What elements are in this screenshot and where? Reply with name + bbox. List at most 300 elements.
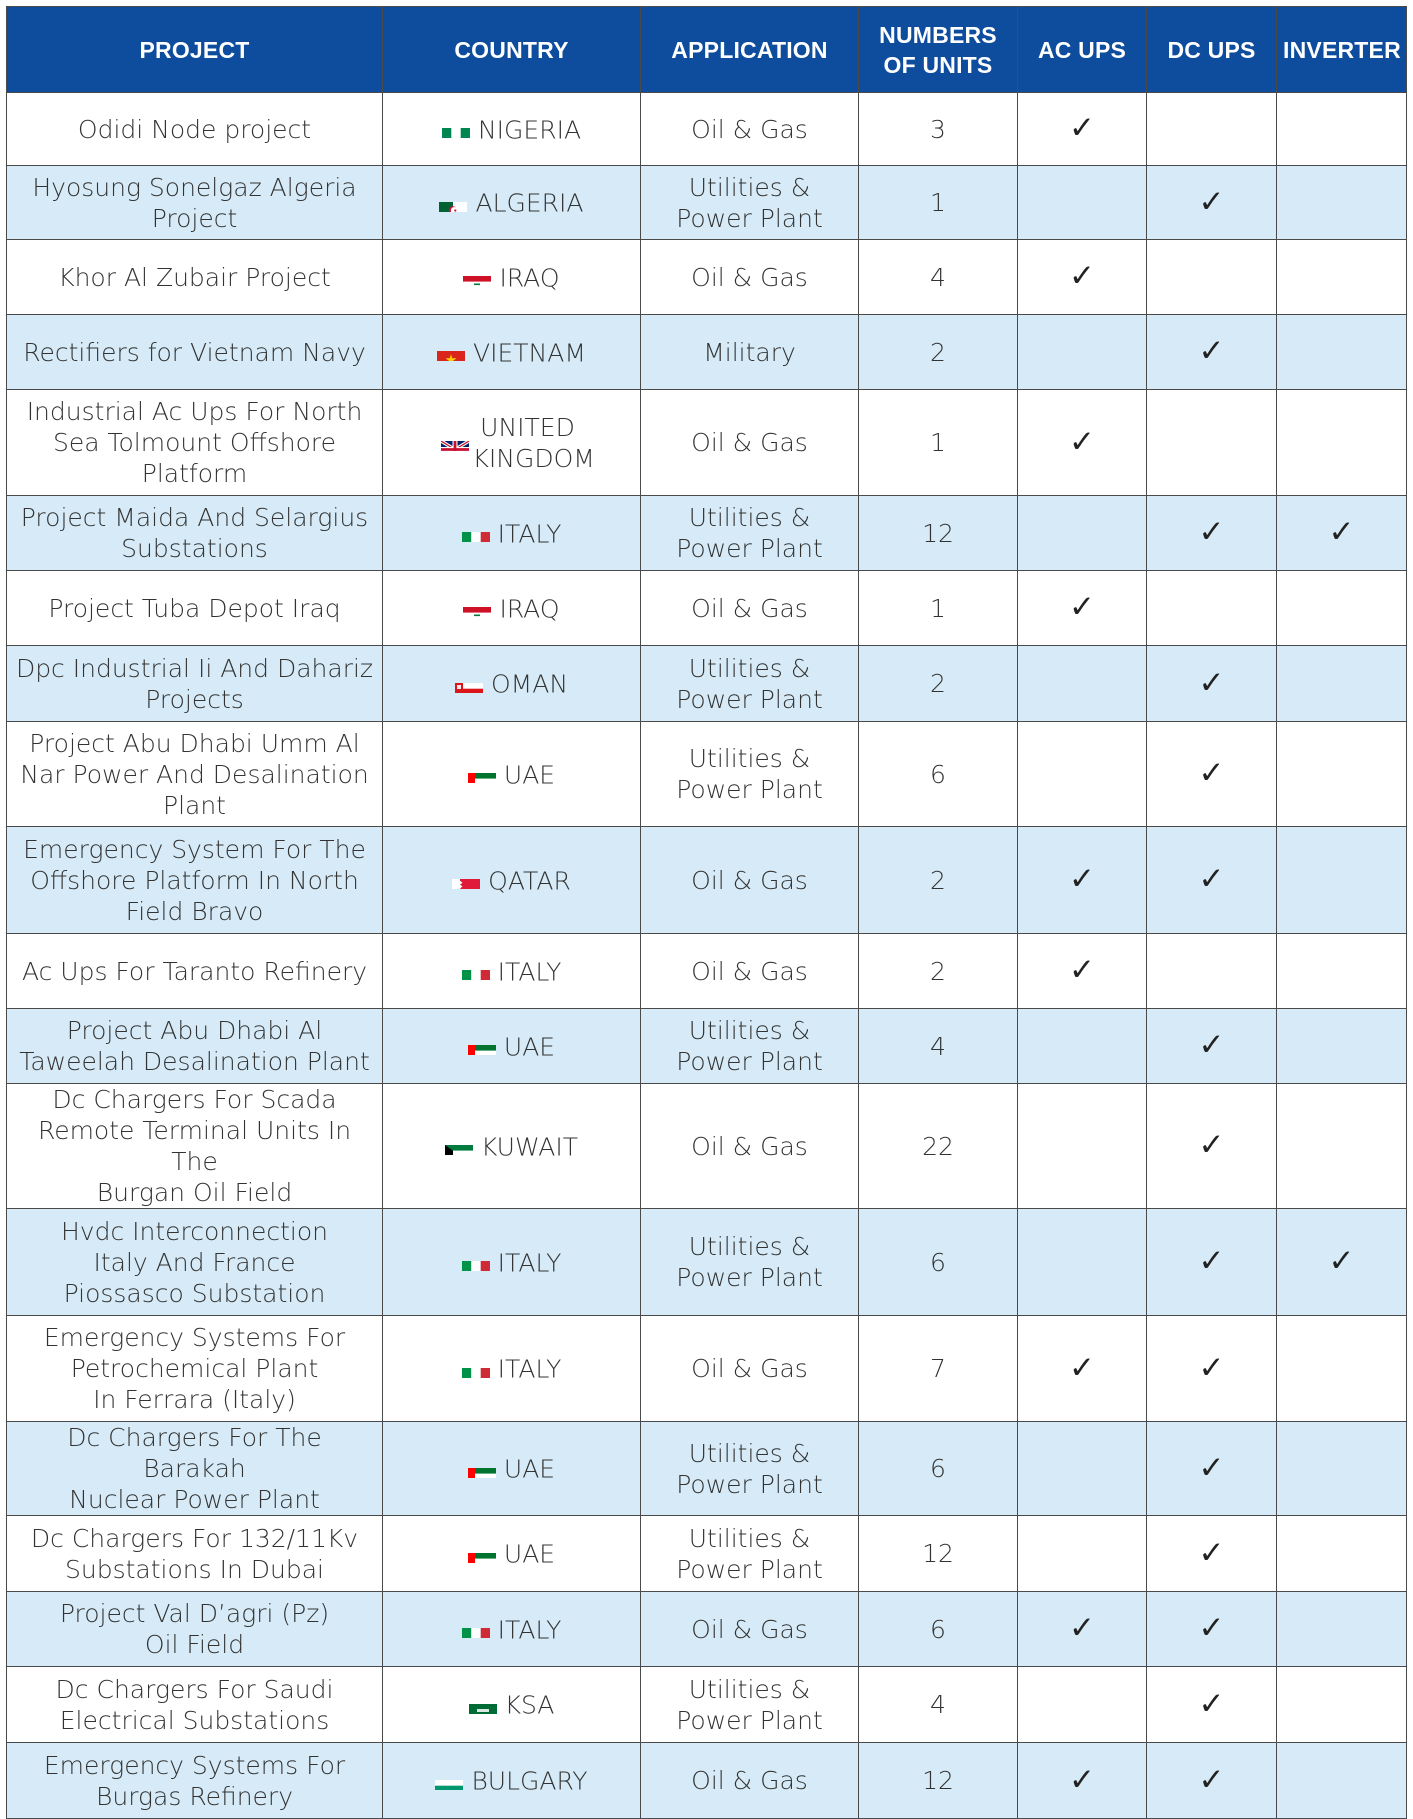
project-name-line: Dpc Industrial Ii And Dahariz — [15, 653, 374, 683]
cell-application — [641, 1316, 859, 1422]
cell-inverter — [1277, 1667, 1407, 1743]
ksa-flag-icon — [469, 1697, 497, 1714]
country-name: IRAQ — [499, 594, 560, 624]
cell-ac-ups — [1018, 1743, 1147, 1819]
cell-country — [383, 827, 641, 934]
country-name: UAE — [503, 760, 556, 790]
table-row — [7, 240, 1407, 315]
country-name: ITALY — [497, 1615, 562, 1645]
country-name: ITALY — [497, 1354, 562, 1384]
cell-inverter — [1277, 646, 1407, 722]
checkmark-icon: ✓ — [1198, 1349, 1225, 1386]
projects-table-container — [6, 6, 1406, 1819]
checkmark-icon: ✓ — [1069, 861, 1095, 897]
application-line: Oil & Gas — [691, 1766, 808, 1795]
cell-dc-ups — [1147, 934, 1277, 1009]
cell-inverter — [1277, 315, 1407, 390]
application-line: Utilities & — [688, 1438, 811, 1468]
cell-inverter — [1277, 166, 1407, 240]
checkmark-icon: ✓ — [1198, 514, 1225, 550]
cell-country — [383, 1743, 641, 1819]
header-project: PROJECT — [7, 7, 383, 93]
checkmark-icon: ✓ — [1198, 1610, 1225, 1646]
application-line: Power Plant — [676, 775, 823, 804]
italy-flag-icon — [462, 1254, 490, 1271]
checkmark-icon: ✓ — [1198, 861, 1225, 897]
cell-project — [7, 1422, 383, 1516]
cell-number-of-units: 6 — [859, 722, 1018, 827]
project-name-line: Oil Field — [144, 1630, 245, 1659]
cell-dc-ups — [1147, 1084, 1277, 1209]
country-name: ITALY — [497, 519, 562, 549]
header-number-of-units — [859, 7, 1018, 93]
project-name-line: Ac Ups For Taranto Refinery — [21, 956, 368, 986]
table-row — [7, 1084, 1407, 1209]
bulgaria-flag-icon — [435, 1773, 463, 1790]
cell-number-of-units: 12 — [859, 1516, 1018, 1592]
cell-inverter — [1277, 1084, 1407, 1209]
project-name-line: Dc Chargers For The Barakah — [67, 1423, 322, 1483]
cell-ac-ups — [1018, 1516, 1147, 1592]
cell-dc-ups — [1147, 166, 1277, 240]
project-name-line: In Ferrara (Italy) — [93, 1385, 296, 1414]
checkmark-icon: ✓ — [1198, 1027, 1225, 1063]
project-name-line: Italy And France — [93, 1247, 296, 1277]
application-line: Oil & Gas — [691, 865, 808, 895]
cell-application — [641, 496, 859, 571]
checkmark-icon: ✓ — [1069, 952, 1095, 988]
project-name-line: Burgan Oil Field — [96, 1178, 293, 1207]
cell-country — [383, 722, 641, 827]
country-name: ITALY — [497, 957, 562, 987]
table-row — [7, 166, 1407, 240]
cell-application — [641, 1084, 859, 1209]
cell-number-of-units: 2 — [859, 315, 1018, 390]
project-name-line: Dc Chargers For Scada — [52, 1085, 337, 1114]
cell-dc-ups — [1147, 240, 1277, 315]
project-name-line: Electrical Substations — [59, 1705, 330, 1735]
project-name-line: Offshore Platform In North — [30, 865, 359, 895]
cell-ac-ups — [1018, 93, 1147, 166]
uae-flag-icon — [468, 1461, 496, 1478]
cell-dc-ups — [1147, 1592, 1277, 1667]
cell-application — [641, 646, 859, 722]
application-line: Oil & Gas — [691, 1354, 808, 1383]
vietnam-flag-icon — [437, 344, 465, 361]
application-line: Utilities & — [688, 1523, 811, 1553]
checkmark-icon: ✓ — [1198, 1534, 1225, 1571]
project-name-line: Hyosung Sonelgaz Algeria — [32, 172, 357, 202]
cell-inverter — [1277, 1743, 1407, 1819]
cell-number-of-units: 2 — [859, 827, 1018, 934]
checkmark-icon: ✓ — [1328, 1243, 1355, 1279]
cell-inverter — [1277, 1422, 1407, 1516]
application-line: Oil & Gas — [691, 1131, 808, 1161]
project-name-line: Taweelah Desalination Plant — [19, 1047, 370, 1076]
cell-ac-ups — [1018, 1009, 1147, 1084]
project-name-line: Emergency System For The — [23, 834, 366, 864]
italy-flag-icon — [462, 963, 490, 980]
project-name-line: Dc Chargers For 132/11Kv — [30, 1523, 359, 1553]
cell-inverter — [1277, 571, 1407, 646]
application-line: Oil & Gas — [691, 1614, 808, 1644]
cell-dc-ups — [1147, 315, 1277, 390]
cell-inverter — [1277, 390, 1407, 496]
cell-ac-ups — [1018, 496, 1147, 571]
application-line: Power Plant — [676, 1554, 823, 1584]
table-row — [7, 93, 1407, 166]
application-line: Oil & Gas — [691, 114, 808, 144]
checkmark-icon: ✓ — [1069, 1349, 1095, 1386]
checkmark-icon: ✓ — [1198, 664, 1225, 701]
cell-application — [641, 1009, 859, 1084]
application-line: Power Plant — [676, 1047, 823, 1076]
cell-ac-ups — [1018, 1209, 1147, 1316]
cell-country — [383, 934, 641, 1009]
cell-dc-ups — [1147, 827, 1277, 934]
table-row — [7, 1316, 1407, 1422]
country-name: ITALY — [497, 1248, 562, 1278]
header-dc-ups: DC UPS — [1147, 7, 1277, 93]
uae-flag-icon — [468, 1038, 496, 1055]
cell-number-of-units: 22 — [859, 1084, 1018, 1209]
project-name-line: Rectifiers for Vietnam Navy — [23, 337, 366, 367]
cell-project — [7, 496, 383, 571]
country-name: ALGERIA — [475, 188, 584, 218]
application-line: Power Plant — [676, 1469, 823, 1499]
project-name-line: Nuclear Power Plant — [69, 1485, 320, 1514]
cell-number-of-units: 6 — [859, 1592, 1018, 1667]
table-row — [7, 390, 1407, 496]
cell-project — [7, 1592, 383, 1667]
application-line: Oil & Gas — [691, 593, 808, 623]
checkmark-icon: ✓ — [1069, 423, 1095, 460]
cell-project — [7, 1209, 383, 1316]
cell-ac-ups — [1018, 827, 1147, 934]
italy-flag-icon — [462, 525, 490, 542]
table-row — [7, 496, 1407, 571]
table-row — [7, 315, 1407, 390]
cell-ac-ups — [1018, 571, 1147, 646]
application-line: Utilities & — [688, 1232, 811, 1261]
project-name-line: Field Bravo — [125, 896, 264, 926]
cell-application — [641, 240, 859, 315]
cell-ac-ups — [1018, 1316, 1147, 1422]
table-row — [7, 1009, 1407, 1084]
italy-flag-icon — [462, 1621, 490, 1638]
iraq-flag-icon — [463, 600, 491, 617]
project-name-line: Petrochemical Plant — [70, 1354, 319, 1383]
checkmark-icon: ✓ — [1198, 1127, 1225, 1163]
cell-ac-ups — [1018, 934, 1147, 1009]
cell-project — [7, 934, 383, 1009]
country-name: OMAN — [490, 669, 569, 699]
project-name-line: Khor Al Zubair Project — [58, 262, 331, 292]
cell-country — [383, 166, 641, 240]
cell-application — [641, 1592, 859, 1667]
checkmark-icon: ✓ — [1069, 258, 1095, 294]
application-line: Military — [703, 337, 796, 367]
checkmark-icon: ✓ — [1198, 1761, 1225, 1798]
cell-number-of-units: 4 — [859, 240, 1018, 315]
table-row — [7, 1516, 1407, 1592]
cell-number-of-units: 2 — [859, 934, 1018, 1009]
application-line: Utilities & — [688, 1674, 811, 1704]
cell-ac-ups — [1018, 166, 1147, 240]
cell-country — [383, 315, 641, 390]
project-name-line: Project — [151, 203, 238, 233]
cell-inverter — [1277, 934, 1407, 1009]
cell-ac-ups — [1018, 1592, 1147, 1667]
checkmark-icon: ✓ — [1198, 1243, 1225, 1279]
cell-number-of-units: 4 — [859, 1009, 1018, 1084]
cell-country — [383, 496, 641, 571]
cell-number-of-units: 4 — [859, 1667, 1018, 1743]
country-name: UAE — [503, 1454, 556, 1484]
cell-dc-ups — [1147, 1516, 1277, 1592]
cell-project — [7, 166, 383, 240]
cell-inverter — [1277, 1316, 1407, 1422]
application-line: Oil & Gas — [691, 428, 808, 457]
project-name-line: Project Val D’agri (Pz) — [59, 1599, 330, 1628]
table-row — [7, 1592, 1407, 1667]
cell-country — [383, 1009, 641, 1084]
header-units-line1: NUMBERS — [879, 21, 997, 48]
table-row — [7, 1667, 1407, 1743]
table-row — [7, 1209, 1407, 1316]
cell-country — [383, 1422, 641, 1516]
uae-flag-icon — [468, 1546, 496, 1563]
project-name-line: Platform — [141, 459, 248, 488]
cell-project — [7, 1009, 383, 1084]
cell-ac-ups — [1018, 646, 1147, 722]
header-country: COUNTRY — [383, 7, 641, 93]
checkmark-icon: ✓ — [1198, 1685, 1225, 1722]
cell-project — [7, 1316, 383, 1422]
checkmark-icon: ✓ — [1069, 1610, 1095, 1646]
cell-application — [641, 390, 859, 496]
cell-dc-ups — [1147, 1743, 1277, 1819]
cell-country — [383, 1209, 641, 1316]
cell-project — [7, 827, 383, 934]
cell-country — [383, 1316, 641, 1422]
application-line: Power Plant — [676, 684, 823, 714]
header-inverter: INVERTER — [1277, 7, 1407, 93]
cell-number-of-units: 1 — [859, 571, 1018, 646]
project-name-line: Dc Chargers For Saudi — [55, 1674, 334, 1704]
cell-ac-ups — [1018, 1422, 1147, 1516]
project-name-line: Project Maida And Selargius — [20, 503, 369, 532]
table-row — [7, 1422, 1407, 1516]
checkmark-icon: ✓ — [1198, 755, 1225, 791]
cell-application — [641, 1667, 859, 1743]
project-name-line: Plant — [163, 790, 226, 820]
table-row — [7, 571, 1407, 646]
cell-dc-ups — [1147, 390, 1277, 496]
cell-project — [7, 315, 383, 390]
application-line: Oil & Gas — [691, 262, 808, 292]
country-name: UAE — [503, 1539, 556, 1569]
project-name-line: Nar Power And Desalination — [20, 759, 369, 789]
cell-application — [641, 1422, 859, 1516]
cell-country — [383, 1084, 641, 1209]
header-ac-ups: AC UPS — [1018, 7, 1147, 93]
application-line: Utilities & — [688, 653, 811, 683]
application-line: Utilities & — [688, 744, 811, 773]
cell-country — [383, 571, 641, 646]
cell-number-of-units: 1 — [859, 166, 1018, 240]
cell-country — [383, 1592, 641, 1667]
table-row — [7, 722, 1407, 827]
cell-application — [641, 1209, 859, 1316]
cell-inverter — [1277, 93, 1407, 166]
cell-dc-ups — [1147, 1209, 1277, 1316]
cell-number-of-units: 6 — [859, 1209, 1018, 1316]
cell-project — [7, 1743, 383, 1819]
uae-flag-icon — [468, 766, 496, 783]
cell-number-of-units: 3 — [859, 93, 1018, 166]
cell-number-of-units: 6 — [859, 1422, 1018, 1516]
project-name-line: Remote Terminal Units In The — [37, 1116, 352, 1176]
cell-dc-ups — [1147, 646, 1277, 722]
cell-dc-ups — [1147, 1316, 1277, 1422]
application-line: Power Plant — [676, 203, 823, 233]
checkmark-icon: ✓ — [1198, 183, 1225, 220]
cell-country — [383, 390, 641, 496]
project-name-line: Emergency Systems For — [43, 1323, 346, 1352]
table-row — [7, 646, 1407, 722]
cell-country — [383, 1667, 641, 1743]
project-name-line: Project Abu Dhabi Al — [66, 1016, 323, 1045]
cell-country — [383, 93, 641, 166]
cell-number-of-units: 12 — [859, 496, 1018, 571]
country-name: QATAR — [488, 866, 571, 896]
country-name: IRAQ — [499, 263, 560, 293]
project-name-line: Industrial Ac Ups For North — [26, 397, 363, 426]
cell-application — [641, 827, 859, 934]
cell-dc-ups — [1147, 1009, 1277, 1084]
country-name: KUWAIT — [480, 1132, 579, 1162]
cell-project — [7, 1667, 383, 1743]
italy-flag-icon — [462, 1361, 490, 1378]
cell-application — [641, 166, 859, 240]
cell-dc-ups — [1147, 571, 1277, 646]
cell-project — [7, 722, 383, 827]
checkmark-icon: ✓ — [1198, 333, 1225, 369]
cell-project — [7, 93, 383, 166]
cell-number-of-units: 2 — [859, 646, 1018, 722]
project-name-line: Emergency Systems For — [43, 1750, 346, 1780]
project-name-line: Hvdc Interconnection — [60, 1216, 329, 1246]
project-name-line: Project Tuba Depot Iraq — [48, 593, 341, 623]
uk-flag-icon — [441, 434, 469, 451]
algeria-flag-icon — [439, 195, 467, 212]
cell-country — [383, 646, 641, 722]
cell-dc-ups — [1147, 722, 1277, 827]
country-name: NIGERIA — [477, 115, 582, 145]
project-name-line: Substations — [121, 534, 268, 563]
application-line: Utilities & — [688, 503, 811, 532]
checkmark-icon: ✓ — [1069, 589, 1095, 625]
country-name: UNITED KINGDOM — [472, 412, 595, 473]
cell-inverter — [1277, 1592, 1407, 1667]
cell-inverter — [1277, 240, 1407, 315]
country-name: UAE — [503, 1032, 556, 1062]
iraq-flag-icon — [463, 269, 491, 286]
country-name: VIETNAM — [473, 338, 586, 368]
checkmark-icon: ✓ — [1069, 1761, 1095, 1798]
checkmark-icon: ✓ — [1198, 1449, 1225, 1486]
checkmark-icon: ✓ — [1069, 110, 1095, 146]
table-row — [7, 827, 1407, 934]
project-name-line: Odidi Node project — [77, 114, 312, 144]
cell-country — [383, 1516, 641, 1592]
cell-inverter — [1277, 827, 1407, 934]
cell-ac-ups — [1018, 722, 1147, 827]
project-name-line: Substations In Dubai — [65, 1554, 324, 1584]
cell-inverter — [1277, 1516, 1407, 1592]
application-line: Power Plant — [676, 534, 823, 563]
cell-inverter — [1277, 722, 1407, 827]
cell-ac-ups — [1018, 1084, 1147, 1209]
country-name: BULGARY — [471, 1766, 588, 1796]
cell-ac-ups — [1018, 315, 1147, 390]
cell-inverter — [1277, 496, 1407, 571]
cell-number-of-units: 1 — [859, 390, 1018, 496]
cell-ac-ups — [1018, 1667, 1147, 1743]
cell-dc-ups — [1147, 1667, 1277, 1743]
cell-application — [641, 722, 859, 827]
country-name: KSA — [504, 1690, 555, 1720]
project-name-line: Project Abu Dhabi Umm Al — [29, 728, 360, 758]
cell-project — [7, 240, 383, 315]
kuwait-flag-icon — [445, 1138, 473, 1155]
header-application: APPLICATION — [641, 7, 859, 93]
nigeria-flag-icon — [442, 121, 470, 138]
cell-application — [641, 571, 859, 646]
application-line: Power Plant — [676, 1263, 823, 1292]
cell-ac-ups — [1018, 390, 1147, 496]
table-row — [7, 934, 1407, 1009]
cell-number-of-units: 12 — [859, 1743, 1018, 1819]
cell-project — [7, 571, 383, 646]
project-name-line: Piossasco Substation — [63, 1278, 326, 1308]
qatar-flag-icon — [452, 872, 480, 889]
cell-application — [641, 315, 859, 390]
cell-inverter — [1277, 1009, 1407, 1084]
application-line: Utilities & — [688, 172, 811, 202]
application-line: Oil & Gas — [691, 956, 808, 986]
cell-inverter — [1277, 1209, 1407, 1316]
cell-ac-ups — [1018, 240, 1147, 315]
checkmark-icon: ✓ — [1328, 514, 1355, 550]
cell-project — [7, 646, 383, 722]
cell-project — [7, 1084, 383, 1209]
cell-application — [641, 934, 859, 1009]
cell-project — [7, 390, 383, 496]
cell-number-of-units: 7 — [859, 1316, 1018, 1422]
cell-country — [383, 240, 641, 315]
cell-project — [7, 1516, 383, 1592]
oman-flag-icon — [455, 676, 483, 693]
table-header-row — [7, 7, 1407, 93]
projects-table — [6, 6, 1407, 1819]
cell-application — [641, 1516, 859, 1592]
project-name-line: Sea Tolmount Offshore — [52, 428, 337, 457]
header-units-line2: OF UNITS — [883, 51, 993, 78]
project-name-line: Projects — [145, 684, 244, 714]
table-row — [7, 1743, 1407, 1819]
